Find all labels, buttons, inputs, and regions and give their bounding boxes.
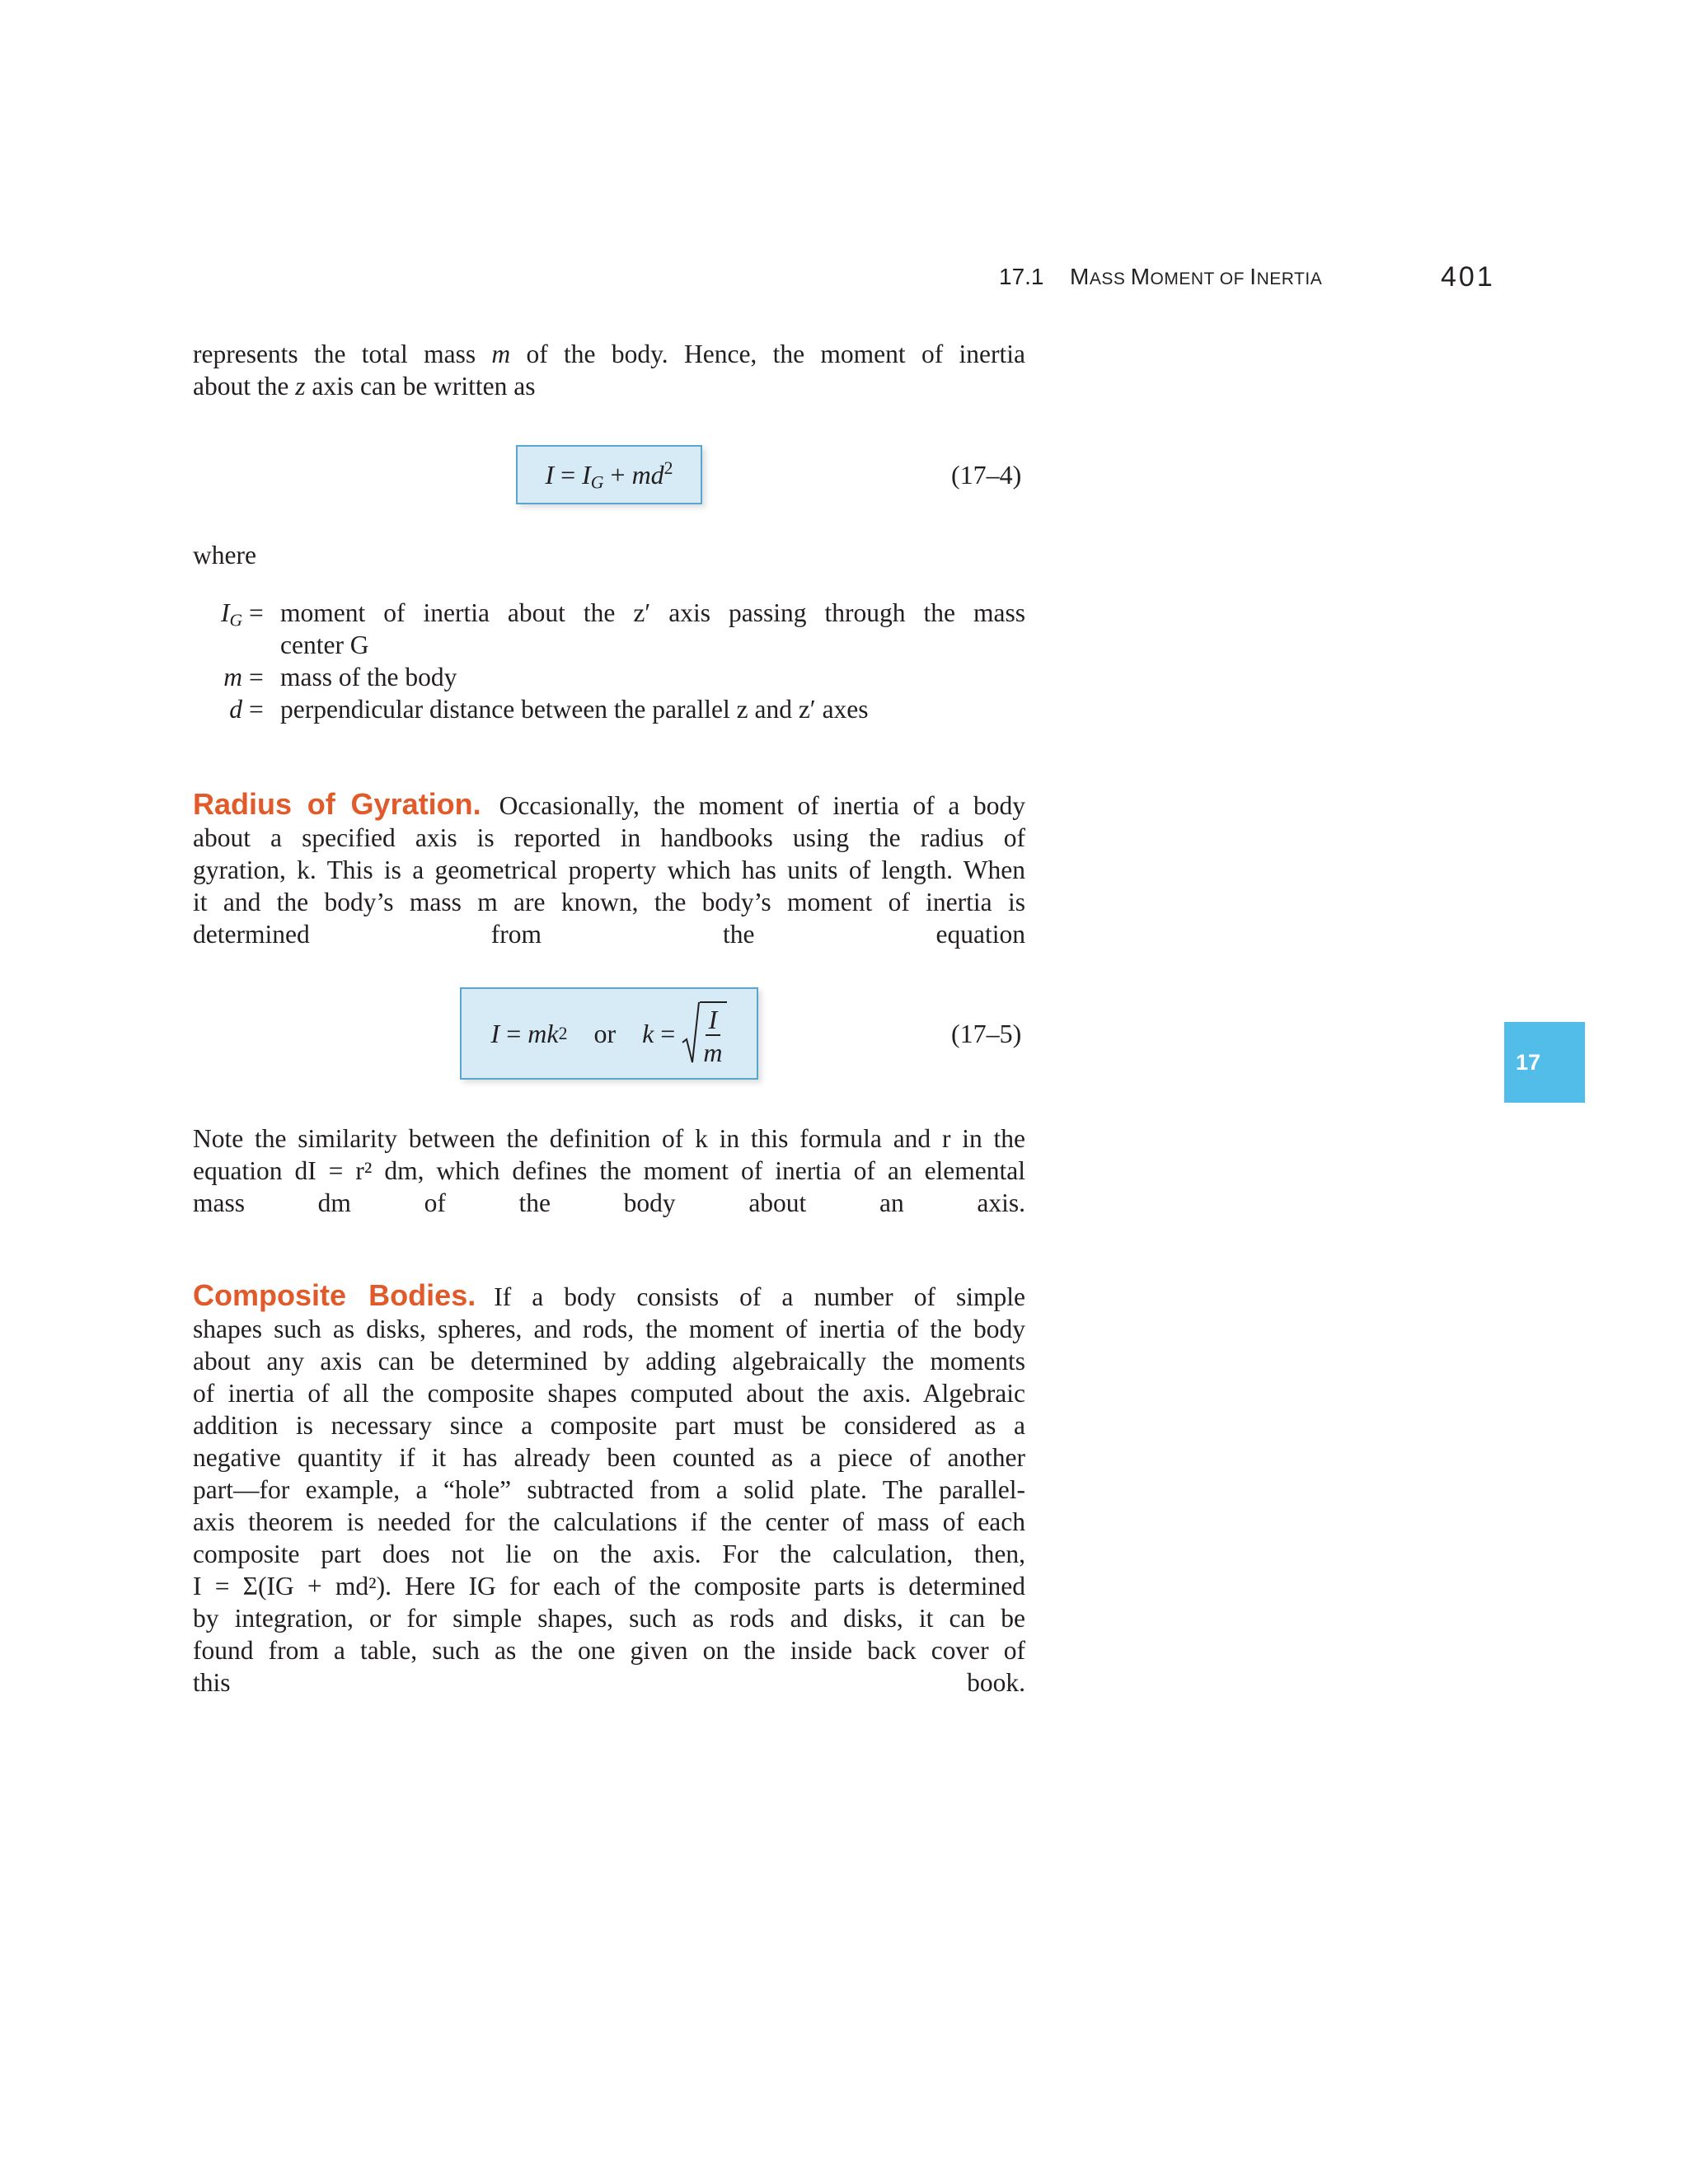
equation-17-4-box	[516, 445, 702, 504]
definition-ig	[193, 597, 1025, 629]
text-line: of inertia of all the composite shapes computed about the axis. Algebraic	[193, 1379, 1025, 1408]
text-line: composite part does not lie on the axis. For the calculation, then,	[193, 1540, 1025, 1568]
intro-paragraph	[193, 338, 1025, 402]
radius-of-gyration-paragraph	[193, 788, 1025, 950]
text-line: equation dI = r² dm, which defines the moment of inertia of an elemental	[193, 1156, 1025, 1185]
text-line: part—for example, a “hole” subtracted from a solid plate. The parallel-	[193, 1475, 1025, 1504]
text-line: this book.	[193, 1668, 1025, 1697]
text-line: determined from the equation	[193, 920, 1025, 949]
text-line: Composite Bodies. If a body consists of a number of simple	[193, 1278, 1025, 1312]
page-number: 401	[1441, 261, 1495, 293]
square-root	[682, 1001, 727, 1066]
equals-sign: =	[249, 663, 264, 691]
section-number: 17.1	[999, 264, 1044, 289]
text-line: gyration, k. This is a geometrical property which has units of length. When	[193, 855, 1025, 884]
section-title: MASS MOMENT OF INERTIA	[1070, 264, 1323, 289]
definition-text: perpendicular distance between the parallel z and z′ axes	[280, 695, 869, 724]
text-line: found from a table, such as the one given on the inside back cover of	[193, 1636, 1025, 1665]
definition-symbol: $I_G$	[221, 598, 242, 630]
equals-sign: =	[249, 695, 264, 724]
definition-text: center G	[280, 630, 369, 659]
text-line: addition is necessary since a composite part must be considered as a	[193, 1411, 1025, 1440]
definition-symbol: d	[229, 695, 242, 724]
equation-17-5-box	[460, 987, 758, 1080]
section-heading-radius-of-gyration: Radius of Gyration.	[193, 787, 481, 821]
text-line: I = Σ(IG + md²). Here IG for each of the composite parts is determined	[193, 1572, 1025, 1601]
text-line: axis theorem is needed for the calculations if the center of mass of each	[193, 1507, 1025, 1536]
equation-17-5: I = mk 2 or k = $\frac{I}{m}$	[491, 1001, 728, 1066]
text-line: shapes such as disks, spheres, and rods, the moment of inertia of the body	[193, 1315, 1025, 1343]
text-line: represents the total mass m of the body. Hence, the moment of inertia	[193, 340, 1025, 368]
text-line: Radius of Gyration. Occasionally, the moment of inertia of a body	[193, 787, 1025, 821]
chapter-tab: 17	[1504, 1022, 1585, 1103]
where-label: where	[193, 541, 256, 569]
definition-text: mass of the body	[280, 663, 457, 691]
text-line: about a specified axis is reported in handbooks using the radius of	[193, 823, 1025, 852]
text-line: mass dm of the body about an axis.	[193, 1188, 1025, 1217]
text-line: it and the body’s mass m are known, the body’s moment of inertia is	[193, 888, 1025, 916]
text-line: Note the similarity between the definition of k in this formula and r in the	[193, 1124, 1025, 1153]
text-line: about any axis can be determined by adding algebraically the moments	[193, 1347, 1025, 1376]
fraction: $\frac{I}{m}$	[703, 1005, 723, 1067]
equation-17-4-number: (17–4)	[951, 460, 1022, 490]
equation-17-4: $I = I_G + md^2$	[545, 457, 673, 492]
definition-symbol: m	[223, 663, 242, 691]
definition-text: moment of inertia about the z′ axis passing through the mass	[280, 598, 1025, 627]
text-line: about the z axis can be written as	[193, 372, 536, 401]
radical-sign-icon	[682, 1001, 700, 1066]
variable-definitions	[193, 597, 1025, 725]
equation-17-5-number: (17–5)	[951, 1019, 1022, 1048]
composite-bodies-paragraph	[193, 1279, 1025, 1699]
definition-m	[193, 661, 1025, 693]
text-line: negative quantity if it has already been counted as a piece of another	[193, 1443, 1025, 1472]
note-paragraph	[193, 1122, 1025, 1219]
definition-d	[193, 693, 1025, 725]
equals-sign: =	[249, 598, 264, 627]
section-heading-composite-bodies: Composite Bodies.	[193, 1278, 476, 1312]
text-line: by integration, or for simple shapes, such as rods and disks, it can be	[193, 1604, 1025, 1633]
definition-ig-continued	[193, 629, 1025, 661]
